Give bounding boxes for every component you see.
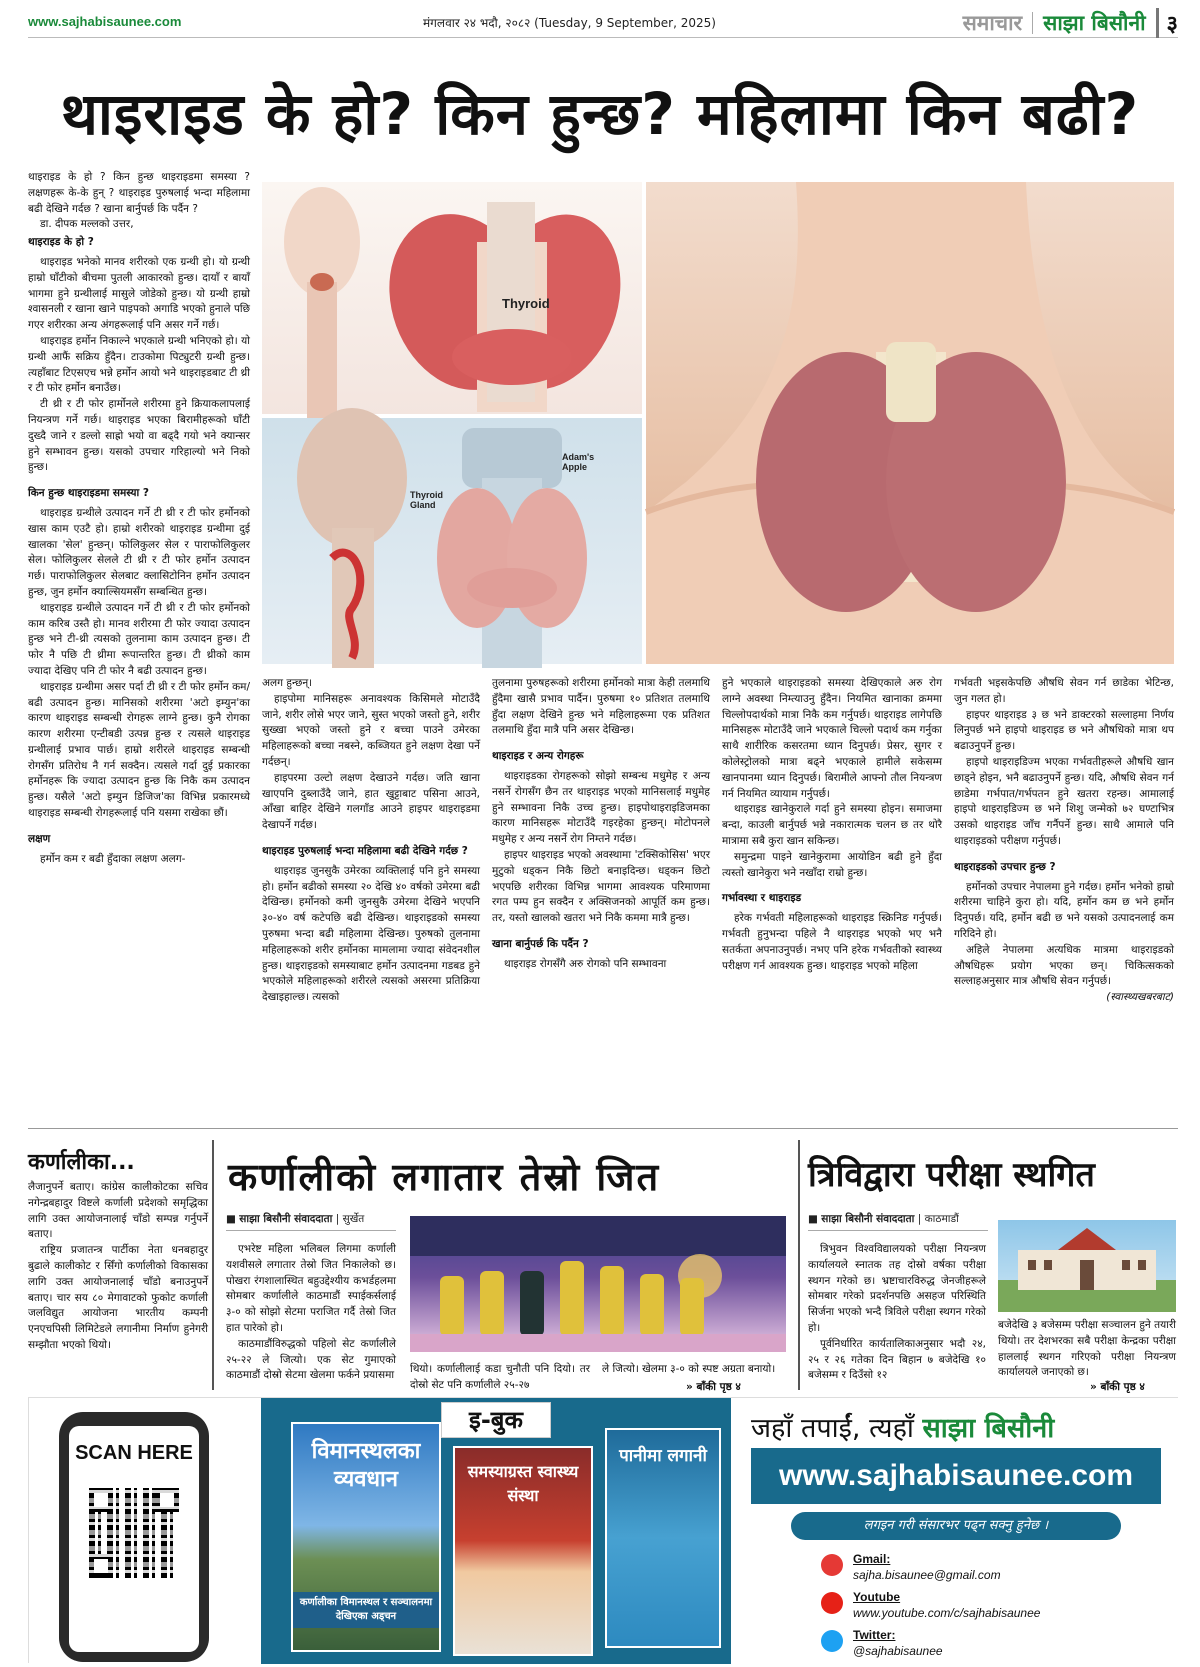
paragraph: एभरेष्ट महिला भलिबल लिगमा कर्णाली यशवीसले लगातार तेस्रो जित निकालेको छ। पोखरा रंगशालास्थित बहुउद्देश्यीय कभर्डहलमा सोमबार कर्णालीले काठमाडौं स्पाईकर्सलाई ३-० को सोझो सेटमा पराजित गर्दै तेस्रो जित हात पारेको हो। (226, 1243, 396, 1334)
volleyball-photo (410, 1216, 786, 1352)
exam-text-2 (998, 1318, 1176, 1382)
exam-continued-link[interactable]: » बाँकी पृष्ठ ४ (1090, 1381, 1145, 1393)
adams-apple-label: Adam's Apple (562, 452, 595, 472)
article-intro: थाइराइड के हो ? किन हुन्छ थाइराइडमा समस्या ? लक्षणहरू के-के हुन् ? थाइराइड पुरुषलाई भन्दा महिलामा बढी देखिने गर्दछ ? खाना बार्नुपर्छ कि पर्दैन ? (28, 171, 250, 215)
karnali-continuation-title: कर्णालीका... (28, 1150, 135, 1175)
paragraph: थाइराइड ग्रन्थीले उत्पादन गर्ने टी थ्री र टी फोर हर्मोनको खास काम एउटै हो। हाम्रो शरीरको थाइराइड ग्रन्थीमा दुई खालका 'सेल' हुन्छन्। फोलिकुलर सेल र पाराफोलिकुलर सेल। फोलिकुलर सेलले टी थ्री र टी फोर हर्मोन उत्पादन गर्छ। पाराफोलिकुलर सेलबाट क्लासिटोनिन हर्मोन उत्पादन हुन्छ, जुन हर्मोन क्याल्सियमसँग सम्बन्धित हुन्छ। (28, 506, 250, 598)
paragraph: हाइपर थाइराइड भएको अवस्थामा 'टक्सिकोसिस' भएर मुटुको धड्कन निकै छिटो बनाइदिन्छ। धड्कन छिटो भएपछि शरीरका विभिन्न भागमा आवश्यक परिमाणमा रगत पम्प हुन सक्दैन र अक्सिजनको आपूर्ति कम हुन्छ। तर, यस्तो खालको खतरा भने निकै कममा मात्रै हुन्छ। (492, 848, 710, 925)
paragraph: हर्मोनको उपचार नेपालमा हुने गर्दछ। हर्मोन भनेको हाम्रो शरीरमा चाहिने कुरा हो। यदि, हर्मोन कम छ भने हर्मोन दिनुपर्छ। यदि, हर्मोन बढी छ भने यसको उत्पादनलाई कम गरिदिने हो। (954, 880, 1174, 940)
paragraph: हर्मोन कम र बढी हुँदाका लक्षण अलग- (40, 852, 186, 865)
volleyball-text-3 (602, 1362, 786, 1378)
tagline-text: जहाँ तपाईं, त्यहाँ (751, 1413, 914, 1444)
paragraph: अलग हुन्छन्। (262, 677, 313, 689)
ebook-cover-3[interactable] (605, 1428, 721, 1648)
tagline (751, 1408, 1054, 1445)
paragraph: काठमाडौंविरुद्धको पहिलो सेट कर्णालीले २५-२२ ले जित्यो। एक सेट गुमाएको काठमाडौं दोस्रो सेटमा खेलमा फर्कने प्रयासमा (226, 1337, 396, 1382)
paragraph: थाइराइड ग्रन्थीले उत्पादन गर्ने टी थ्री र टी फोर हर्मोनको काम करिब उस्तै हो। मानव शरीरमा टी फोर ज्यादा उत्पादन हुन्छ भने टी-थ्री त्यसको तुलनामा काम उत्पादन हुन्छ। टी फोर नै पछि टी थ्रीमा रूपान्तरित हुन्छ। टी थ्रीको काम ज्यादा देखिए पनि टी फोर नै बढी उत्पादन हुन्छ। (28, 601, 250, 677)
subheading: किन हुन्छ थाइराइडमा समस्या ? (28, 487, 149, 500)
book-title: विमानस्थलका व्यवधान (311, 1439, 421, 1492)
volleyball-text-2 (410, 1362, 590, 1394)
section-divider (28, 1128, 1178, 1129)
section-brand (963, 8, 1178, 38)
subheading: थाइराइड पुरुषलाई भन्दा महिलामा बढी देखिने गर्दछ ? (262, 844, 468, 857)
article-column-3 (492, 676, 710, 1036)
section-label: समाचार (962, 11, 1023, 35)
paragraph: त्रिभुवन विश्वविद्यालयको परीक्षा नियन्त्रण कार्यालयले स्नातक तह दोस्रो वर्षका परीक्षा स्थगन गरेको छ। भ्रष्टाचारविरुद्ध जेनजीहरूले सोमबार गरेको प्रदर्शनपछि असहज परिस्थिति सिर्जना भएको भन्दै त्रिविले परीक्षा स्थगन गरेको हो। (808, 1243, 986, 1334)
phone-graphic (59, 1412, 209, 1662)
main-headline: थाइराइड के हो? किन हुन्छ? महिलामा किन बढी? (60, 80, 1140, 148)
subheading: थाइराइड के हो ? (28, 236, 94, 249)
subheading: लक्षण (28, 832, 51, 845)
subheading: गर्भावस्था र थाइराइड (722, 892, 802, 905)
paragraph: थाइराइड खानेकुराले गर्दा हुने समस्या होइन। समाजमा बन्दा, काउली बार्नुपर्छ भन्ने नकारात्मक चलन छ तर थोरै मात्रामा सबै कुरा खान सकिन्छ। (722, 803, 942, 847)
volleyball-text-1 (226, 1242, 396, 1382)
paragraph: टी थ्री र टी फोर हार्मोनले शरीरमा हुने क्रियाकलापलाई नियन्त्रण गर्ने गर्छ। थाइराइड भएका बिरामीहरूको घाँटी दुख्दै जाने र डल्लो साह्रो भयो वा बढ्दै गयो भने क्यान्सर हुने सम्भावन हुन्छ। यसको उपचार गरिहाल्यो भने निको हुन्छ। (28, 398, 250, 474)
ebook-cover-1[interactable] (291, 1422, 441, 1652)
paragraph: थियो। कर्णालीलाई कडा चुनौती पनि दियो। तर दोस्रो सेट पनि कर्णालीले २५-२७ (410, 1363, 590, 1391)
byline-place: काठमाडौं (924, 1213, 959, 1225)
article-author: डा. दीपक मल्लको उत्तर, (40, 218, 134, 231)
contact-gmail[interactable]: Gmail: sajha.bisaunee@gmail.com (791, 1550, 1171, 1586)
issue-date: मंगलवार २४ भदौ, २०८२ (Tuesday, 9 September, 2025) (423, 16, 716, 30)
ebook-panel (261, 1398, 731, 1664)
promo-banner[interactable] (28, 1397, 1178, 1663)
paragraph: थाइराइड भनेको मानव शरीरको एक ग्रन्थी हो। यो ग्रन्थी हाम्रो घाँटीको बीचमा पुतली आकारको हुन्छ। दायाँ र बायाँ भागमा हुने ग्रन्थीलाई मासुले जोडेको हुन्छ। यो ग्रन्थी हाम्रो श्वासनली र खाना खाने पाइपको अगाडि भएको हुनाले पछि गएर शरीरका अन्य अंगहरूलाई पनि असर गर्ने गर्छ। (28, 255, 250, 332)
ebook-label: इ-बुक (441, 1402, 551, 1438)
paragraph: थाइराइड हर्मोन निकाल्ने भएकाले ग्रन्थी भनिएको हो। यो ग्रन्थी आफैं सक्रिय हुँदैन। टाउकोमा पिट्युटरी ग्रन्थी हुन्छ। त्यहाँबाट टिएसएच भन्ने हर्मोन आयो भने थाइराइडबाट टी थ्री र टी फोर हर्मोन बनाउँछ। (28, 334, 250, 395)
university-building-photo (998, 1220, 1176, 1312)
qr-panel (29, 1398, 261, 1664)
tagline-brand: साझा बिसौनी (922, 1413, 1055, 1444)
byline-reporter: साझा बिसौनी संवाददाता (239, 1213, 333, 1225)
contact-twitter[interactable]: Twitter: @sajhabisaunee (791, 1626, 1171, 1662)
byline-reporter: साझा बिसौनी संवाददाता (821, 1213, 915, 1225)
promo-url[interactable]: www.sajhabisaunee.com (751, 1448, 1161, 1504)
youtube-icon (821, 1592, 843, 1614)
volleyball-continued-link[interactable]: » बाँकी पृष्ठ ४ (686, 1381, 741, 1393)
paragraph: पूर्वनिर्धारित कार्यतालिकाअनुसार भदौ २४, २५ र २६ गतेका दिन बिहान ७ बजेदेखि १० बजेसम्म र दिउँसो १२ (808, 1337, 986, 1382)
paragraph: गर्भवती भइसकेपछि औषधि सेवन गर्न छाडेका भेटिन्छ, जुन गलत हो। (954, 677, 1174, 705)
exam-byline: ■ साझा बिसौनी संवाददाता | काठमाडौं (808, 1212, 988, 1231)
paragraph: लैजानुपर्ने बताए। कांग्रेस कालीकोटका सचिव नगेन्द्रबहादुर विष्टले कर्णाली प्रदेशको समृद्धिका लागि उक्त आयोजनालाई चाँडो सम्पन्न गर्नुपर्ने बताए। (28, 1181, 208, 1241)
thyroid-gland-label: Thyroid Gland (410, 490, 443, 510)
paragraph: हाइपर थाइराइड ३ छ भने डाक्टरको सल्लाहमा निर्णय लिनुपर्छ भने हाइपो थाइराइड छ भने औषधिको मात्रा थप बढाउनुपर्ने हुन्छ। (954, 708, 1174, 753)
article-column-4 (722, 676, 942, 1036)
paragraph: थाइराइड जुनसुकै उमेरका व्यक्तिलाई पनि हुने समस्या हो। हर्मोन बढीको समस्या २० देखि ४० वर्षको उमेरमा बढी देखिन्छ। हर्मोनको कमी जुनसुकै उमेरमा देखिने भएपनि ३०-४० वर्ष कटेपछि बढी देखिन्छ। थाइराइडको समस्या पुरुषमा भन्दा बढी महिलामा देखिन्छ। पुरुषको तुलनामा महिलाहरूको शरीर हर्मोनका मामलामा ज्यादा संवेदनशील हुन्छ। थाइराइडको समस्याबाट हर्मोन उत्पादनमा गडबड हुने भएकोले महिलाहरूको शरीरले त्यसको असरमा प्रतिक्रिया देखाइहाल्छ। त्यसको (262, 864, 480, 1004)
book-title: समस्याग्रस्त स्वास्थ्य संस्था (467, 1462, 579, 1505)
paragraph: समुन्द्रमा पाइने खानेकुरामा आयोडिन बढी हुने हुँदा त्यस्तो खानेकुरा भने नखाँदा राम्रो हुन्छ। (722, 850, 942, 879)
site-promo-panel (731, 1398, 1179, 1664)
thyroid-illustration-2 (262, 418, 642, 664)
paragraph: तुलनामा पुरुषहरूको शरीरमा हर्मोनको मात्रा केही तलमाथि हुँदैमा खासै प्रभाव पार्दैन। पुरुषमा १० प्रतिशत तलमाथि हुँदा लक्षण देखिने हुन्छ भने महिलाहरूमा एक प्रतिशत तलमाथि हुँदा मात्रै पनि असर देखिन्छ। (492, 677, 710, 737)
article-column-2 (262, 676, 480, 1036)
subheading: खाना बार्नुपर्छ कि पर्दैन ? (492, 937, 589, 950)
paragraph: थाइराइडका रोगहरूको सोझो सम्बन्ध मधुमेह र अन्य नसर्ने रोगसँग छैन तर थाइराइड भएको मानिसलाई मधुमेह हुने सम्भावना निकै उच्च हुन्छ। हाइपोथाइराइडिजमका कारण मानिसहरू मोटाउँदै गइरहेका हुन्छन्। मोटोपनले मधुमेह र अन्य नसर्ने रोग निम्तने गर्दछ। (492, 769, 710, 846)
article-credit: (स्वास्थ्यखबरबाट) (1106, 991, 1174, 1004)
paragraph: हुने भएकाले थाइराइडको समस्या देखिएकाले अरु रोग लाग्ने अवस्था निम्त्याउनु हुँदैन। नियमित खानाका क्रममा चिल्लोपदार्थको मात्रा निकै कम गर्नुपर्छ। थाइराइड लागेपछि मानिसहरू मोटाउँदै जाने भएकाले चिल्लो पदार्थ कम गर्नुका साथै शारीरिक कसरतमा ध्यान दिनुपर्छ। प्रेसर, सुगर र कोलेस्ट्रोलको मात्रा बढ्ने भएकाले हामीले सकेसम्म खानपानमा ध्यान दिनुपर्छ। बिरामीले आफ्नो तौल नियन्त्रण गर्न नियमित व्यायाम गर्नुपर्छ। (722, 677, 942, 800)
book-title: पानीमा लगानी (619, 1446, 707, 1466)
paragraph: हाइपोमा मानिसहरू अनावश्यक किसिमले मोटाउँदै जाने, शरीर लोसे भएर जाने, सुस्त भएको जस्तो हुने, शरीर सुख्खा भएको जस्तो हुने र बच्चा पाउने उमेरका महिलाहरूको बच्चा नबस्ने, कब्जियत हुने लक्षण देखा पर्ने गर्दछन्। (262, 692, 480, 768)
contact-youtube[interactable]: Youtube www.youtube.com/c/sajhabisaunee (791, 1588, 1171, 1624)
subheading: थाइराइडको उपचार हुन्छ ? (954, 860, 1056, 873)
contact-list (791, 1550, 1171, 1664)
site-url[interactable]: www.sajhabisaunee.com (28, 14, 182, 29)
exam-text-1 (808, 1242, 986, 1392)
brand-name: साझा बिसौनी (1043, 11, 1146, 35)
byline-place: सुर्खेत (342, 1213, 365, 1225)
article-column-1 (28, 170, 250, 1022)
paragraph: थाइराइड रोगसँगै अरु रोगको पनि सम्भावना (504, 957, 667, 970)
thyroid-label: Thyroid (502, 296, 550, 311)
paragraph: बजेदेखि ३ बजेसम्म परीक्षा सञ्चालन हुने तयारी थियो। तर देशभरका सबै परीक्षा केन्द्रका परीक्षा हाललाई स्थगन गरिएको परीक्षा नियन्त्रण कार्यालयले जनाएको छ। (998, 1319, 1176, 1379)
twitter-icon (821, 1630, 843, 1652)
paragraph: हाइपो थाइराइडिज्म भएका गर्भवतीहरूले औषधि खान छाड्ने होइन, भनै बढाउनुपर्ने हुन्छ। यदि, औषधि सेवन गर्न छाडेमा गर्भपात/गर्भपतन हुने खतरा रहन्छ। आमालाई हाइपो थाइराइडिज्म छ भने शिशु जन्मेको ७२ घण्टाभित्र उसको थाइराइड जाँच गर्नैपर्ने हुन्छ। साथै आमाले पनि थाइराइडको परीक्षण गर्नुपर्छ। (954, 755, 1174, 847)
paragraph: अहिले नेपालमा अत्यधिक मात्रमा थाइराइडको औषधिहरू प्रयोग भएका छन्। चिकित्सकको सल्लाहअनुसार मात्र औषधि सेवन गर्नुपर्छ। (954, 943, 1174, 988)
thyroid-illustration-1 (262, 182, 642, 414)
paragraph: राष्ट्रिय प्रजातन्त्र पार्टीका नेता धनबहादुर बुढाले कालीकोट र सिँगो कर्णालीको विकासका लागि उक्त आयोजनालाई चाँडो बनाउनुपर्ने बताए। चार सय ८० मेगावाटको फुकोट कर्णाली जलविद्युत आयोजना भारतीय कम्पनी एनएचपिसी लिमिटेडले लगानीमा निर्माण हुनेगरी सम्झौता भएको थियो। (28, 1244, 208, 1351)
paragraph: हाइपरमा उल्टो लक्षण देखाउने गर्दछ। जति खाना खाएपनि दुब्लाउँदै जाने, हात खुट्टाबाट पसिना आउने, आँखा बाहिर देखिने गलगाँड आउने हाइपर थाइराइडमा देखापर्ने गर्दछ। (262, 771, 480, 832)
ebook-cover-2[interactable] (453, 1446, 593, 1656)
paragraph: हरेक गर्भवती महिलाहरूको थाइराइड स्क्रिनिङ गर्नुपर्छ। गर्भवती हुनुभन्दा पहिले नै थाइराइड भएको भए भनै सतर्कता अपनाउनुपर्छ। नभए पनि हरेक गर्भवतीको स्वास्थ्य परीक्षण गर्न आवश्यक हुन्छ। थाइराइड भएको महिला (722, 912, 942, 972)
page-number: ३ (1156, 8, 1178, 38)
article-column-5 (954, 676, 1174, 1036)
volleyball-story-title: कर्णालीको लगातार तेस्रो जित (228, 1155, 661, 1199)
page-header (28, 8, 1178, 38)
scan-here-label: SCAN HERE (75, 1442, 193, 1464)
paragraph: थाइराइड ग्रन्थीमा असर पर्दा टी थ्री र टी फोर हर्मोन कम/बढी उत्पादन हुन्छ। मानिसको शरीरमा 'अटो इम्युन'का कारण थाइराइड सम्बन्धी रोगहरू लाग्ने हुन्छ। कुनै रोगका कारण शरीरमा एन्टीबडी उत्पन्न हुन्छ र त्यसले थाइराइड ग्रन्थीलाई प्रभाव पार्छ। हाम्रो शरीरले थाइराइड सम्बन्धी रोगसँग प्रतिरोध नै गर्न सक्दैन। त्यसले गर्दा दुई प्रकारका हर्मोनहरू कि ज्यादा उत्पादन हुन्छ कि निकै कम उत्पादन हुन्छ। यसैले 'अटो इम्युन डिजिज'का विभिन्न प्रकारमध्ये थाइराइड सम्बन्धी रोगहरूलाई पनि यसमा राखेका छौं। (28, 680, 250, 820)
gmail-icon (821, 1554, 843, 1576)
thyroid-photo-neck (646, 182, 1174, 664)
paragraph: ले जित्यो। खेलमा ३-० को स्पष्ट अग्रता बनायो। (602, 1363, 776, 1375)
book-subtitle: कर्णालीका विमानस्थल र सञ्चालनमा देखिएका अड्चन (293, 1592, 439, 1628)
promo-subtext: लगइन गरी संसारभर पढ्न सक्नु हुनेछ । (791, 1512, 1121, 1540)
thyroid-image-collage (262, 182, 1174, 664)
karnali-continuation-text (28, 1180, 208, 1390)
volleyball-byline: ■ साझा बिसौनी संवाददाता | सुर्खेत (226, 1212, 396, 1231)
subheading: थाइराइड र अन्य रोगहरू (492, 750, 584, 763)
exam-story-title: त्रिविद्वारा परीक्षा स्थगित (808, 1155, 1095, 1195)
